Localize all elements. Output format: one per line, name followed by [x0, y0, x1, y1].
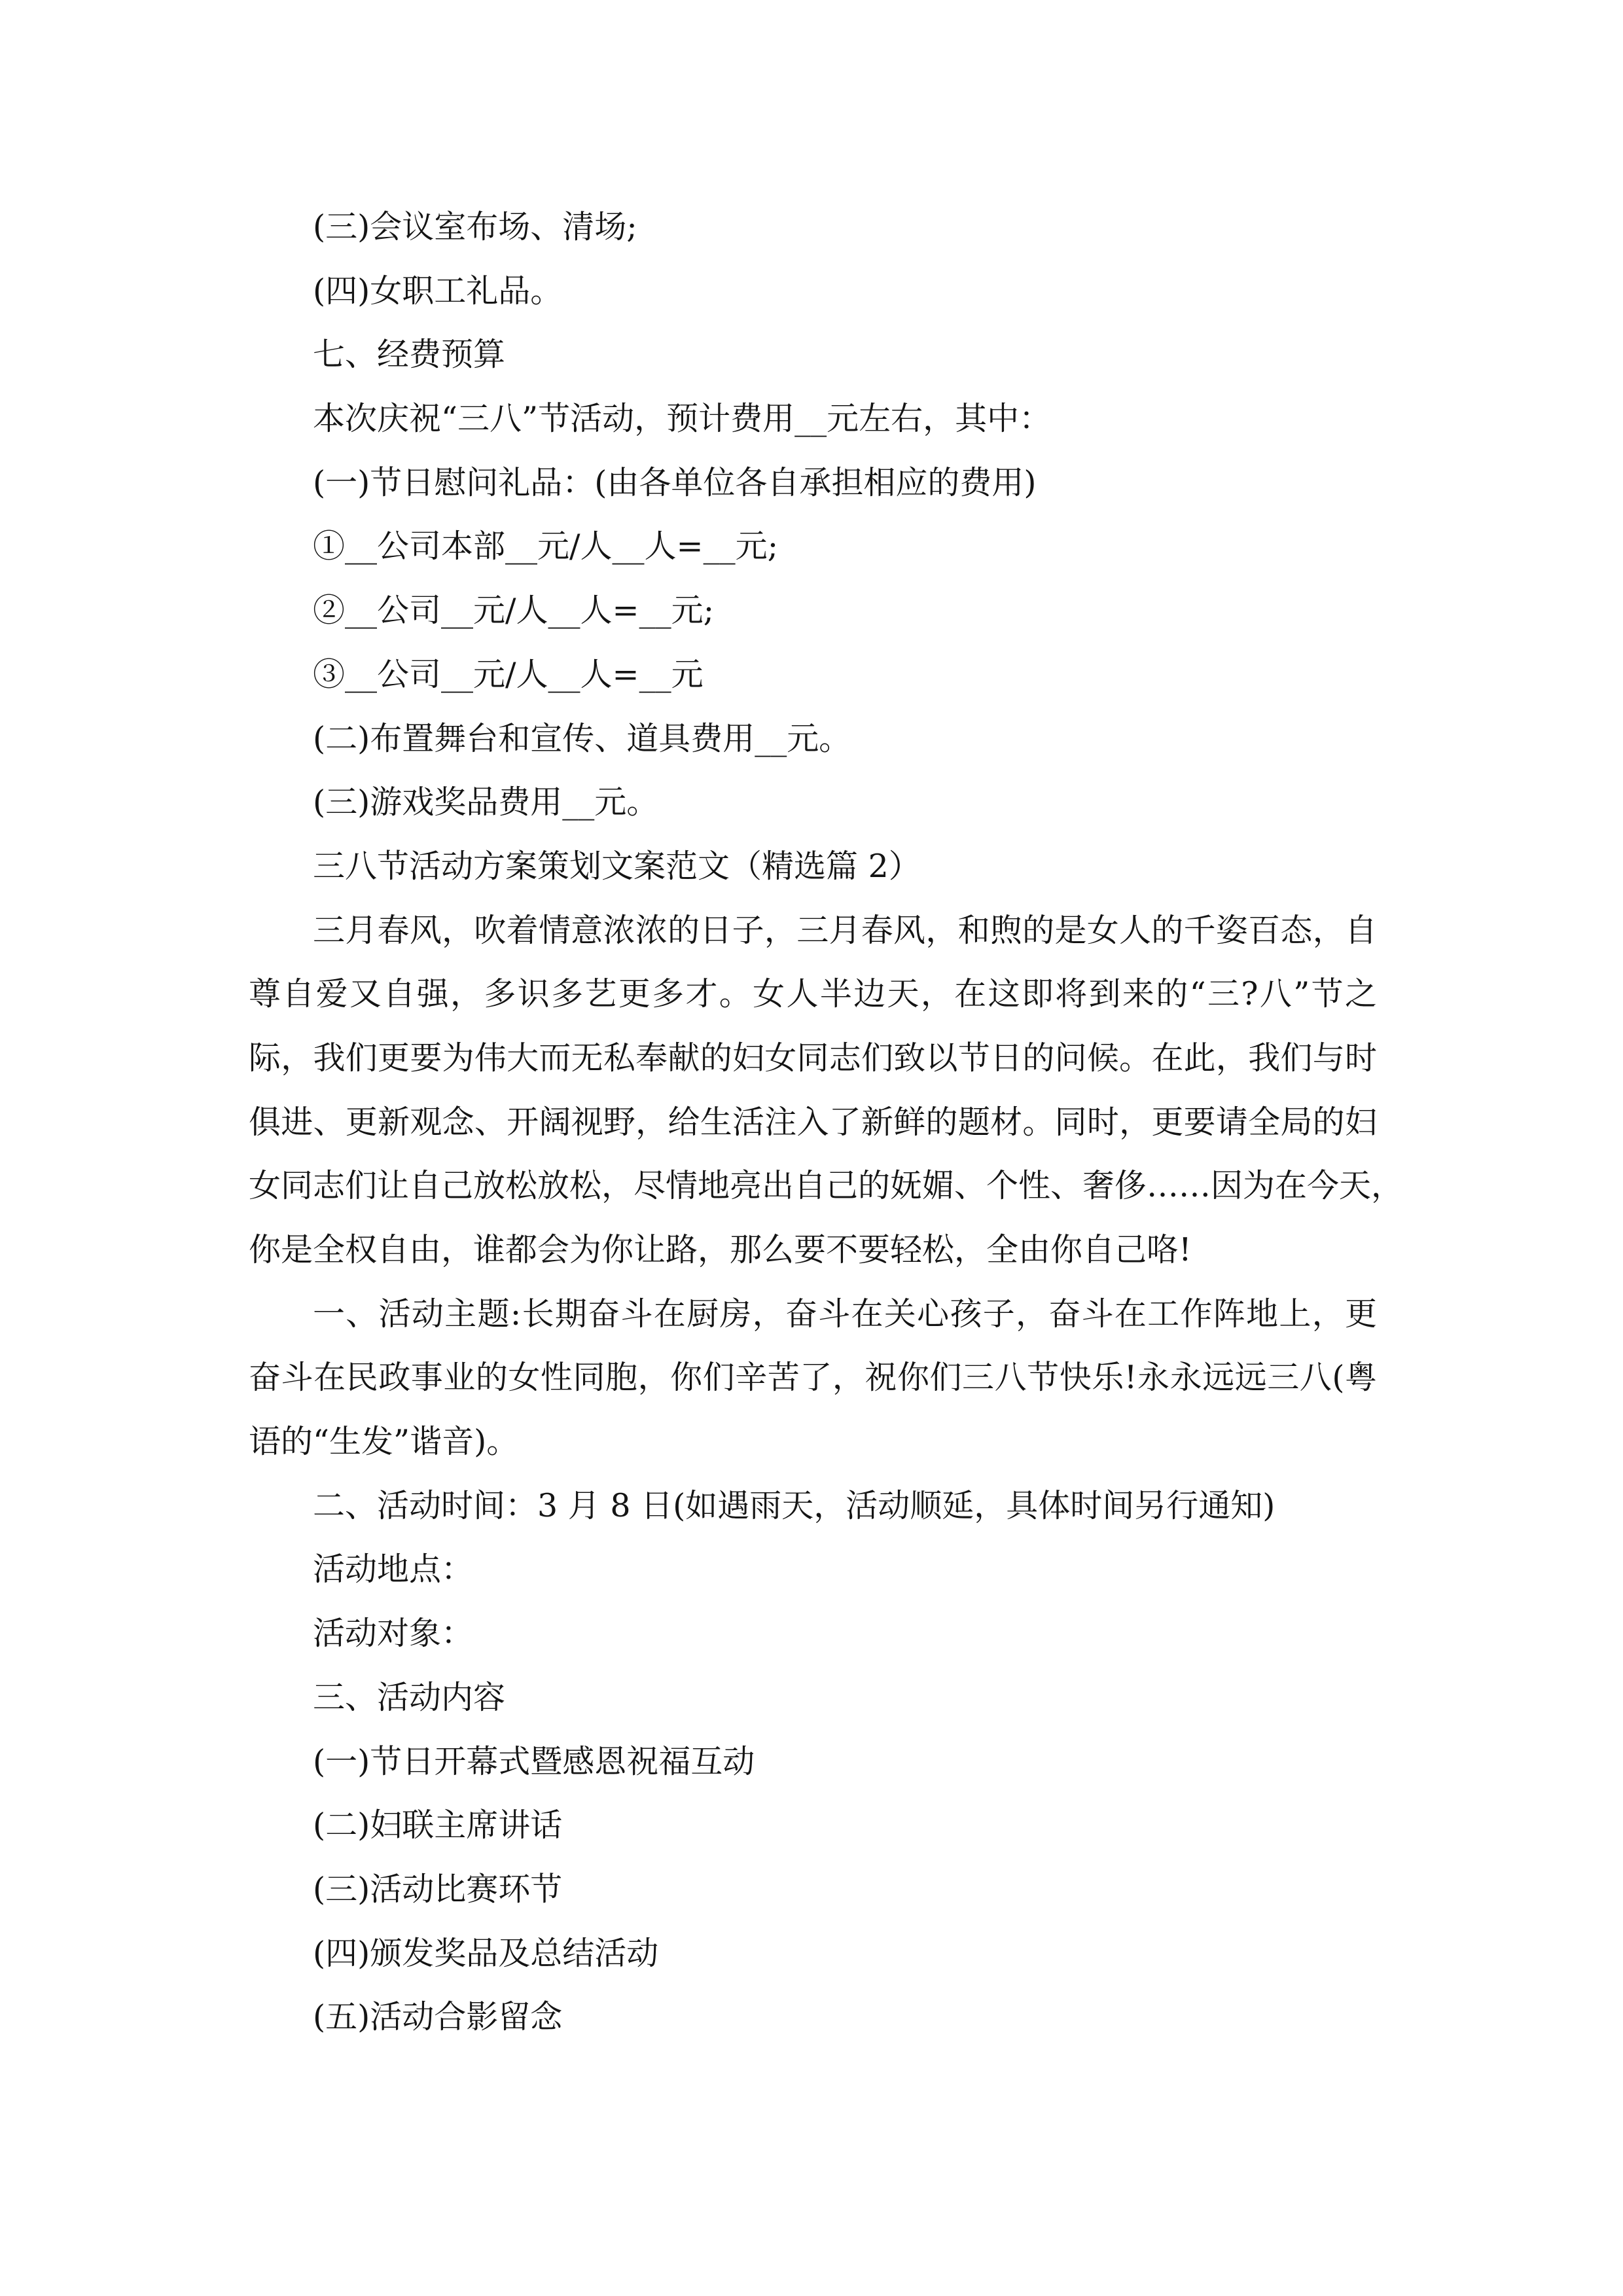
paragraph — [249, 1730, 1377, 1794]
paragraph-line: ③__公司__元/人__人=__元 — [313, 655, 704, 693]
paragraph-line: 七、经费预算 — [313, 336, 506, 374]
paragraph-line: (三)活动比赛环节 — [313, 1870, 563, 1908]
paragraph — [249, 834, 1377, 899]
paragraph-line: (一)节日慰问礼品：(由各单位各自承担相应的费用) — [313, 463, 1037, 501]
paragraph-line: 三、活动内容 — [313, 1678, 506, 1716]
document-body — [249, 195, 1404, 2049]
paragraph-line: (二)妇联主席讲话 — [313, 1806, 563, 1844]
paragraph — [249, 1985, 1377, 2049]
paragraph — [249, 1857, 1377, 1922]
paragraph-line: 女同志们让自己放松放松，尽情地亮出自己的妩媚、个性、奢侈……因为在今天， — [249, 1167, 1404, 1205]
paragraph — [249, 1602, 1377, 1666]
paragraph — [249, 514, 1377, 579]
paragraph-line: ①__公司本部__元/人__人=__元; — [313, 528, 779, 565]
paragraph — [249, 195, 1377, 259]
paragraph — [249, 643, 1377, 707]
paragraph-line: 三月春风，吹着情意浓浓的日子，三月春风，和煦的是女人的千姿百态，自 — [313, 911, 1377, 949]
paragraph-line: (四)女职工礼品。 — [313, 272, 563, 310]
paragraph — [249, 387, 1377, 451]
paragraph — [249, 1666, 1377, 1730]
paragraph-line: (五)活动合影留念 — [313, 1998, 563, 2036]
paragraph-line: 你是全权自由，谁都会为你让路，那么要不要轻松，全由你自己咯! — [249, 1231, 1192, 1268]
paragraph-line: 际，我们更要为伟大而无私奉献的妇女同志们致以节日的问候。在此，我们与时 — [249, 1039, 1377, 1077]
paragraph — [249, 1793, 1377, 1857]
paragraph-line: (四)颁发奖品及总结活动 — [313, 1934, 659, 1972]
paragraph — [249, 1537, 1377, 1602]
paragraph — [249, 899, 1404, 1282]
paragraph — [249, 323, 1377, 387]
paragraph — [249, 259, 1377, 323]
paragraph-line: 活动对象： — [313, 1615, 474, 1653]
paragraph-line: 俱进、更新观念、开阔视野，给生活注入了新鲜的题材。同时，更要请全局的妇 — [249, 1103, 1377, 1141]
paragraph-line: (三)会议室布场、清场; — [313, 208, 637, 245]
paragraph-line: 尊自爱又自强，多识多艺更多才。女人半边天，在这即将到来的“三?八”节之 — [249, 975, 1377, 1013]
paragraph — [249, 707, 1377, 771]
paragraph-line: (三)游戏奖品费用__元。 — [313, 783, 659, 821]
paragraph-line: 活动地点： — [313, 1551, 474, 1588]
paragraph — [249, 1282, 1377, 1474]
paragraph-line: 二、活动时间：3 月 8 日(如遇雨天，活动顺延，具体时间另行通知) — [313, 1486, 1275, 1524]
paragraph — [249, 1474, 1377, 1538]
paragraph-line: 语的“生发”谐音)。 — [249, 1423, 519, 1461]
paragraph-line: 奋斗在民政事业的女性同胞，你们辛苦了，祝你们三八节快乐!永永远远三八(粤 — [249, 1359, 1377, 1397]
paragraph — [249, 770, 1377, 834]
paragraph-line: 一、活动主题:长期奋斗在厨房，奋斗在关心孩子，奋斗在工作阵地上，更 — [313, 1295, 1377, 1333]
paragraph — [249, 451, 1377, 515]
paragraph-line: ②__公司__元/人__人=__元; — [313, 592, 715, 630]
paragraph-line: 三八节活动方案策划文案范文（精选篇 2） — [313, 847, 921, 885]
paragraph-line: (二)布置舞台和宣传、道具费用__元。 — [313, 719, 851, 757]
paragraph-line: 本次庆祝“三八”节活动，预计费用__元左右，其中： — [313, 400, 1052, 438]
paragraph — [249, 1922, 1377, 1986]
paragraph — [249, 579, 1377, 643]
paragraph-line: (一)节日开幕式暨感恩祝福互动 — [313, 1742, 755, 1780]
